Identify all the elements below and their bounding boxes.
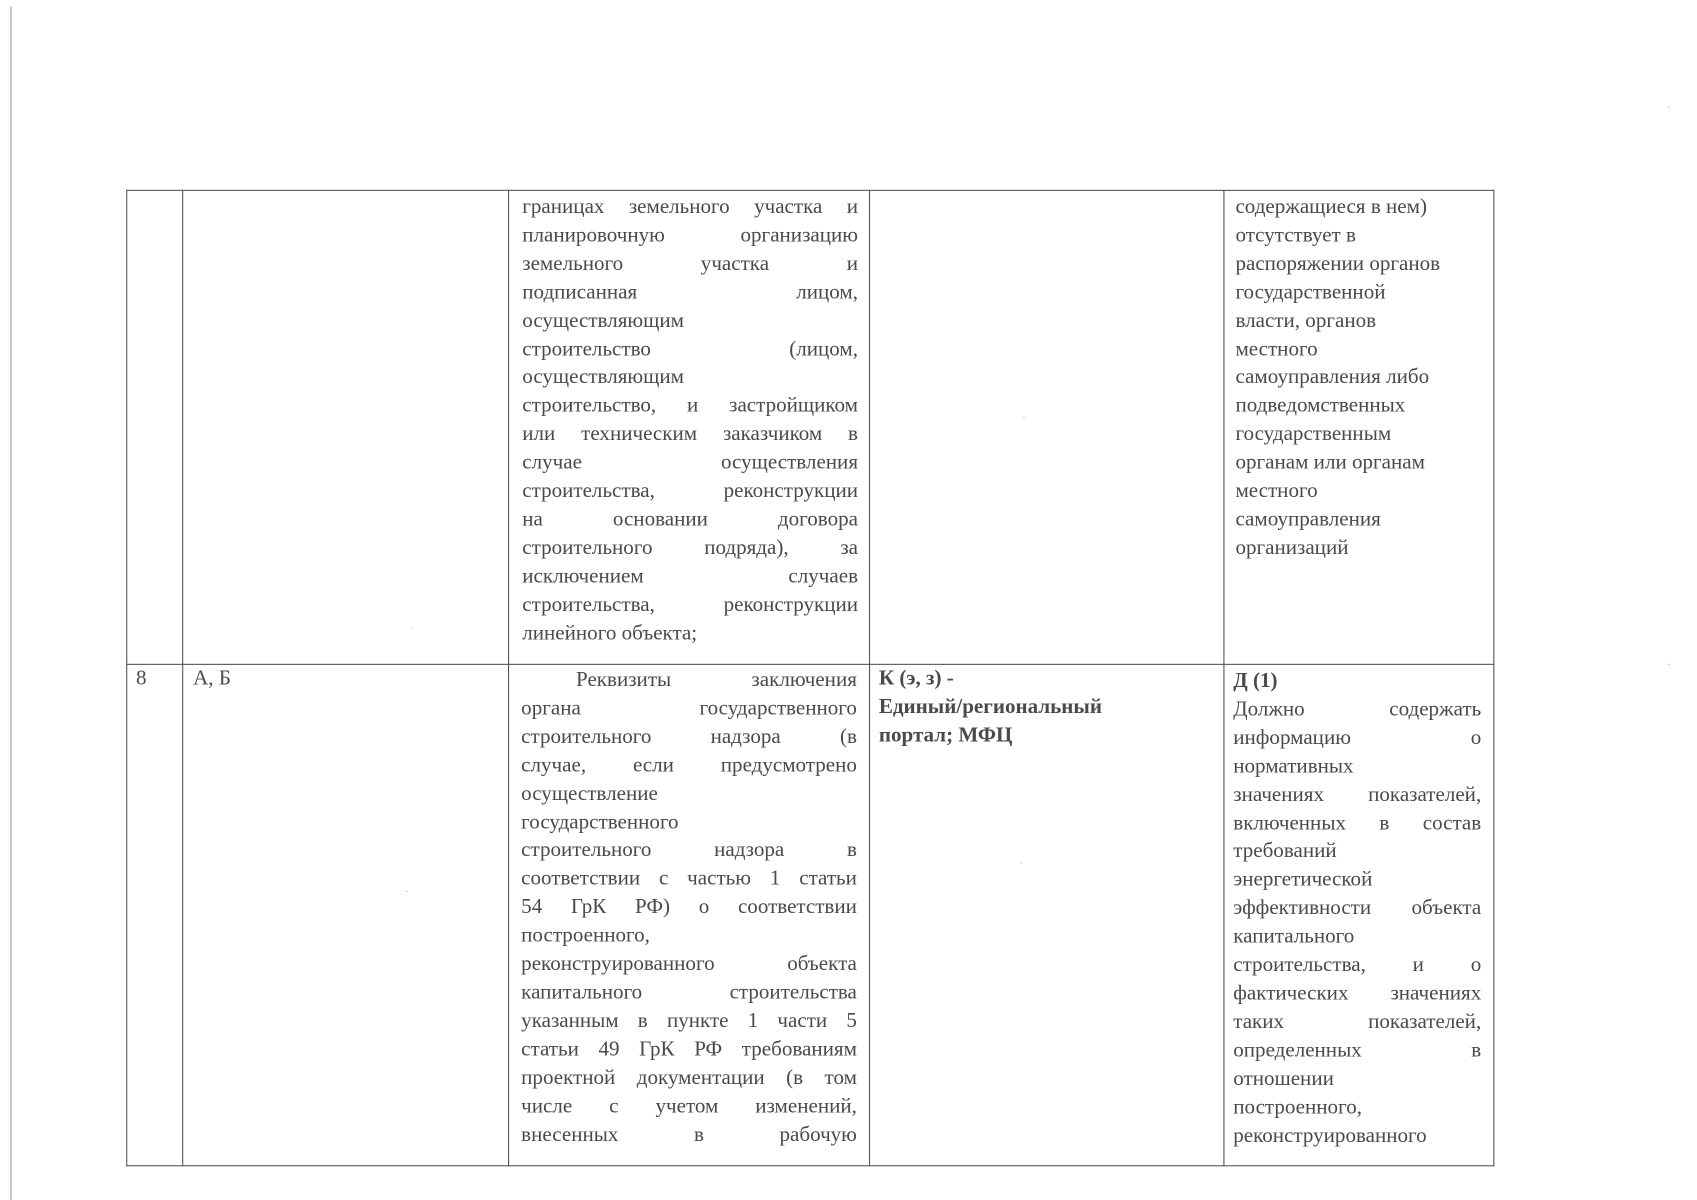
scan-speck: [1020, 862, 1022, 863]
note-cell: [1233, 667, 1481, 1150]
text-line: государственным: [1235, 422, 1392, 446]
text-line: содержащиеся в нем): [1235, 195, 1427, 219]
text-line: осуществление: [521, 781, 658, 805]
text-line: границах земельного участка и: [522, 195, 859, 219]
text-line: эффективности объекта: [1233, 896, 1482, 920]
text-line: построенного,: [521, 924, 650, 948]
text-line: местного: [1235, 479, 1318, 503]
text-line: Единый/региональный: [878, 695, 1102, 719]
text-line: подведомственных: [1235, 394, 1406, 418]
text-line: К (э, з) -: [878, 667, 954, 691]
text-line: случае осуществления: [522, 451, 859, 475]
table-right-border: [1493, 190, 1494, 1167]
scan-left-edge: [10, 7, 12, 1200]
text-line: включенных в состав: [1233, 811, 1482, 835]
text-line: реконструированного: [1233, 1124, 1427, 1148]
column-divider: [1223, 190, 1224, 1167]
row-divider: [126, 664, 1494, 665]
scan-speck: [406, 891, 408, 892]
text-line: государственного: [521, 810, 679, 834]
text-line: случае, если предусмотрено: [521, 753, 857, 777]
text-line: распоряжении органов: [1235, 252, 1441, 276]
text-line: государственной: [1235, 280, 1386, 304]
text-line: отношении: [1233, 1067, 1334, 1091]
text-line: Д (1): [1233, 669, 1278, 693]
table-top-border: [126, 190, 1494, 191]
text-line: самоуправления: [1235, 507, 1381, 532]
scan-speck: [1668, 106, 1670, 107]
text-line: строительство, и застройщиком: [522, 394, 859, 418]
text-line: статьи 49 ГрК РФ требованиям: [521, 1037, 857, 1061]
text-line: требований: [1233, 839, 1337, 863]
text-line: капитального: [1233, 925, 1355, 949]
text-line: строительного подряда), за: [522, 536, 859, 560]
text-line: портал; МФЦ: [878, 723, 1013, 747]
text-line: подписанная лицом,: [522, 280, 859, 304]
text-line: строительства, и о: [1233, 953, 1482, 977]
scan-speck: [1023, 417, 1025, 418]
text-line: строительство (лицом,: [522, 337, 859, 361]
text-line: исключением случаев: [522, 564, 859, 588]
column-divider: [182, 190, 183, 1167]
text-line: внесенных в рабочую: [521, 1122, 857, 1147]
text-line: линейного объекта;: [522, 621, 698, 645]
text-line: определенных в: [1233, 1038, 1482, 1062]
row-number: 8: [136, 667, 147, 691]
text-line: отсутствует в: [1235, 223, 1356, 247]
text-line: строительства, реконструкции: [522, 479, 859, 503]
text-line: строительного надзора (в: [521, 725, 857, 749]
text-line: проектной документации (в том: [521, 1066, 857, 1090]
text-line: указанным в пункте 1 части 5: [521, 1009, 857, 1033]
text-line: числе с учетом изменений,: [521, 1094, 857, 1118]
text-line: органа государственного: [521, 696, 857, 720]
text-line: Должно содержать: [1233, 697, 1482, 721]
text-line: фактических значениях: [1233, 981, 1482, 1006]
scan-speck: [411, 628, 413, 629]
text-line: строительного надзора в: [521, 838, 857, 862]
text-line: местного: [1235, 337, 1318, 361]
text-line: построенного,: [1233, 1095, 1362, 1119]
scan-speck: [1668, 664, 1670, 665]
submission-channel-cell: [879, 665, 1208, 750]
requirement-cell: [521, 666, 857, 1149]
text-line: энергетической: [1233, 868, 1373, 892]
text-line: органам или органам: [1235, 451, 1425, 475]
text-line: осуществляющим: [522, 365, 684, 389]
text-line: таких показателей,: [1233, 1010, 1482, 1034]
text-line: осуществляющим: [522, 308, 684, 333]
table-left-border: [126, 190, 127, 1167]
note-cell: [1235, 193, 1483, 563]
text-line: земельного участка и: [522, 252, 859, 276]
column-divider: [508, 190, 509, 1167]
text-line: на основании договора: [522, 507, 859, 532]
text-line: информацию о: [1233, 726, 1482, 750]
text-line: или техническим заказчиком в: [522, 422, 859, 446]
text-line: 54 ГрК РФ) о соответствии: [521, 895, 857, 919]
text-line: значениях показателей,: [1233, 782, 1482, 807]
text-line: капитального строительства: [521, 980, 857, 1004]
text-line: Реквизиты заключения: [576, 668, 857, 692]
table-bottom-border: [126, 1165, 1494, 1166]
text-line: планировочную организацию: [522, 223, 859, 247]
text-line: соответствии с частью 1 статьи: [521, 867, 857, 891]
text-line: реконструированного объекта: [521, 952, 857, 976]
row-categories: А, Б: [193, 667, 231, 691]
text-line: власти, органов: [1235, 308, 1377, 333]
text-line: организаций: [1235, 536, 1349, 560]
requirement-cell: [522, 193, 858, 648]
text-line: строительства, реконструкции: [522, 593, 859, 617]
text-line: самоуправления либо: [1235, 365, 1430, 389]
text-line: нормативных: [1233, 754, 1354, 778]
column-divider: [869, 190, 870, 1167]
